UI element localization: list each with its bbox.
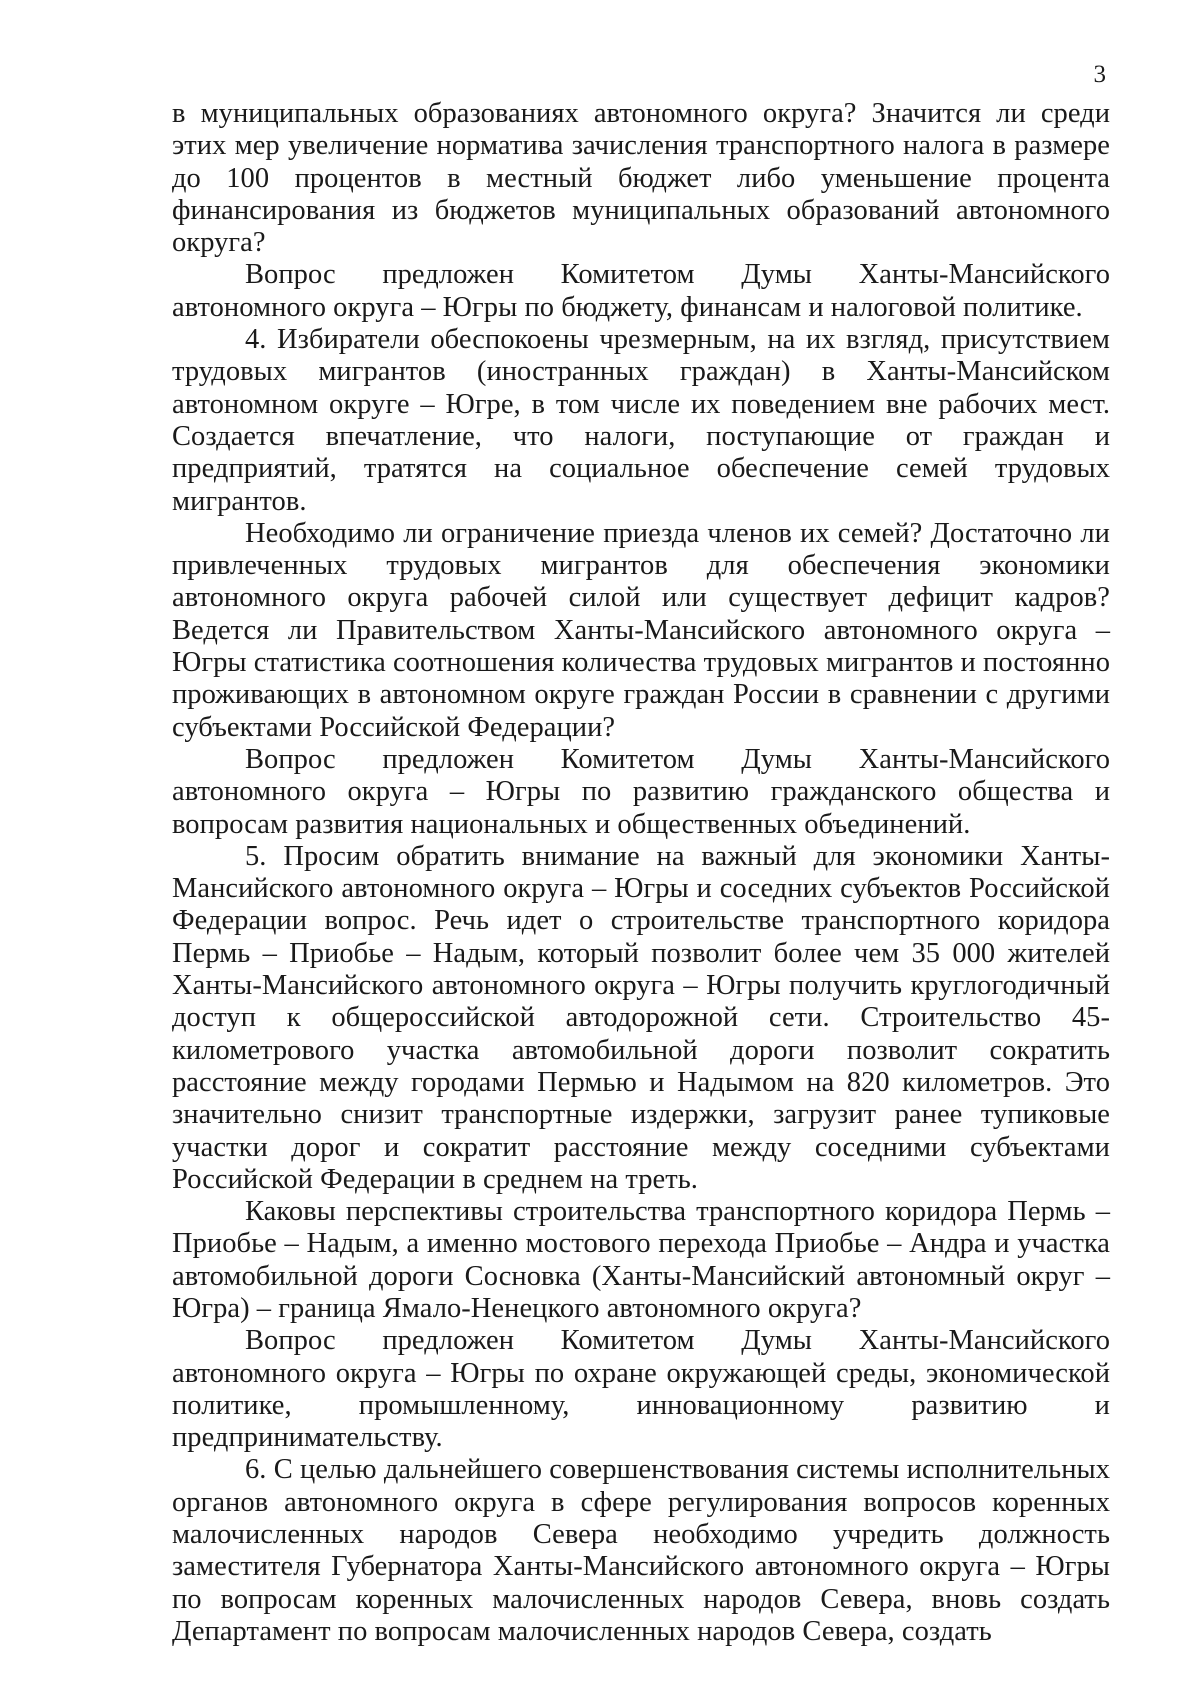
paragraph-item-5-question: Каковы перспективы строительства транспортного коридора Пермь – Приобье – Надым, а именно мостового перехода Приобье – Андра и участка автомобильной дороги Сосновка (Ханты-Мансийский автономный округ – Югра) – граница Ямало-Ненецкого автономного округа? xyxy=(172,1196,1110,1324)
paragraph-item-6: 6. С целью дальнейшего совершенствования системы исполнительных органов автономного округа в сфере регулирования вопросов коренных малочисленных народов Севера необходимо учредить должность заместителя Губернатора Ханты-Мансийского автономного округа – Югры по вопросам коренных малочисленных народов Севера, вновь создать Департамент по вопросам малочисленных народов Севера, создать xyxy=(172,1454,1110,1647)
document-body xyxy=(172,98,1110,1648)
paragraph-question-author: Вопрос предложен Комитетом Думы Ханты-Мансийского автономного округа – Югры по охране окружающей среды, экономической политике, промышленному, инновационному развитию и предпринимательству. xyxy=(172,1325,1110,1454)
paragraph-item-5: 5. Просим обратить внимание на важный для экономики Ханты-Мансийского автономного округа – Югры и соседних субъектов Российской Федерации вопрос. Речь идет о строительстве транспортного коридора Пермь – Приобье – Надым, который позволит более чем 35 000 жителей Ханты-Мансийского автономного округа – Югры получить круглогодичный доступ к общероссийской автодорожной сети. Строительство 45-километрового участка автомобильной дороги позволит сократить расстояние между городами Пермью и Надымом на 820 километров. Это значительно снизит транспортные издержки, загрузит ранее тупиковые участки дорог и сократит расстояние между соседними субъектами Российской Федерации в среднем на треть. xyxy=(172,840,1110,1195)
paragraph-item-4-questions: Необходимо ли ограничение приезда членов их семей? Достаточно ли привлеченных трудовых мигрантов для обеспечения экономики автономного округа рабочей силой или существует дефицит кадров? Ведется ли Правительством Ханты-Мансийского автономного округа – Югры статистика соотношения количества трудовых мигрантов и постоянно проживающих в автономном округе граждан России в сравнении с другими субъектами Российской Федерации? xyxy=(172,517,1110,743)
paragraph-continuation: в муниципальных образованиях автономного округа? Значится ли среди этих мер увеличение норматива зачисления транспортного налога в размере до 100 процентов в местный бюджет либо уменьшение процента финансирования из бюджетов муниципальных образований автономного округа? xyxy=(172,98,1110,259)
paragraph-question-author: Вопрос предложен Комитетом Думы Ханты-Мансийского автономного округа – Югры по бюджету, финансам и налоговой политике. xyxy=(172,259,1110,323)
paragraph-question-author: Вопрос предложен Комитетом Думы Ханты-Мансийского автономного округа – Югры по развитию гражданского общества и вопросам развития национальных и общественных объединений. xyxy=(172,743,1110,840)
paragraph-item-4: 4. Избиратели обеспокоены чрезмерным, на их взгляд, присутствием трудовых мигрантов (иностранных граждан) в Ханты-Мансийском автономном округе – Югре, в том числе их поведением вне рабочих мест. Создается впечатление, что налоги, поступающие от граждан и предприятий, тратятся на социальное обеспечение семей трудовых мигрантов. xyxy=(172,324,1110,517)
page-number: 3 xyxy=(1093,61,1106,88)
